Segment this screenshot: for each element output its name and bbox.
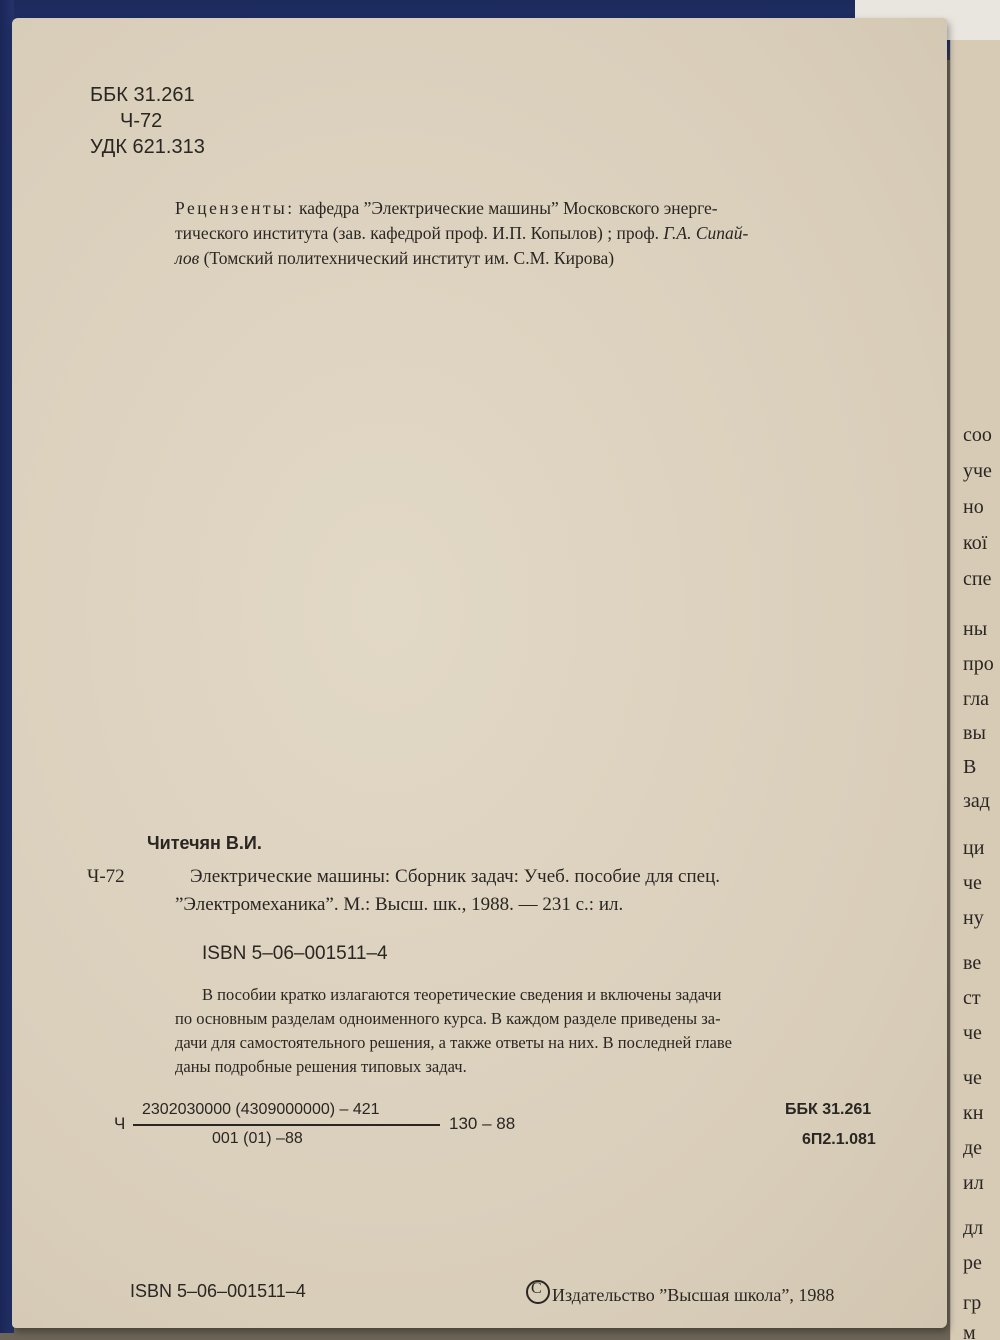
facing-page-fragment: че (963, 872, 982, 894)
footer-copyright: С Издательство ”Высшая школа”, 1988 (526, 1280, 834, 1306)
facing-page-fragment: кої (963, 532, 988, 554)
facing-page-fragment: ны (963, 618, 988, 640)
facing-page-fragment: про (963, 653, 994, 675)
facing-page-fragment: спе (963, 568, 992, 590)
index-code: 6П2.1.081 (802, 1131, 876, 1148)
abstract-line-4: даны подробные решения типовых задач. (175, 1057, 467, 1076)
facing-page-fragment: кн (963, 1102, 984, 1124)
facing-page-fragment: гла (963, 688, 990, 710)
facing-page-fragment: дл (963, 1217, 984, 1239)
index-suffix: 130 – 88 (449, 1114, 516, 1133)
reviewers-line-2: тического института (зав. кафедрой проф. И.П. Копылов) ; проф. Г.А. Сипай- (175, 223, 749, 243)
index-numerator: 2302030000 (4309000000) – 421 (142, 1101, 380, 1118)
facing-page-fragment: м (963, 1322, 976, 1340)
footer-isbn: ISBN 5–06–001511–4 (130, 1281, 306, 1301)
facing-page-fragment: че (963, 1022, 982, 1044)
reviewer-name: Г.А. Сипай- (663, 223, 749, 243)
udk-code: УДК 621.313 (90, 136, 205, 158)
facing-page-fragment: но (963, 496, 984, 518)
reviewers-label: Рецензенты: (175, 198, 295, 218)
facing-page-fragment: ци (963, 837, 985, 859)
facing-page (950, 40, 1000, 1340)
reviewers-line-1: Рецензенты: кафедра ”Электрические машины” Московского энерге- (175, 198, 718, 218)
bbk-code: ББК 31.261 (90, 84, 195, 106)
facing-page-fragment: ну (963, 907, 984, 929)
abstract-line-2: по основным разделам одноименного курса. В каждом разделе приведены за- (175, 1009, 721, 1028)
catalog-code: Ч-72 (120, 110, 163, 132)
facing-page-fragment: В (963, 756, 977, 778)
facing-page-fragment: че (963, 1067, 982, 1089)
author: Читечян В.И. (147, 833, 262, 853)
title-line-1: Электрические машины: Сборник задач: Учеб. пособие для спец. (190, 866, 720, 887)
facing-page-fragment: вы (963, 722, 986, 744)
copyright-icon (526, 1280, 550, 1304)
facing-page-fragment: coo (963, 424, 992, 446)
facing-page-fragment: ре (963, 1252, 982, 1274)
facing-page-fragment: ил (963, 1172, 984, 1194)
abstract-line-1: В пособии кратко излагаются теоретические сведения и включены задачи (202, 985, 722, 1004)
facing-page-fragment: гр (963, 1292, 982, 1314)
index-letter: Ч (114, 1114, 126, 1133)
index-denominator: 001 (01) –88 (212, 1130, 303, 1147)
index-fraction-line (133, 1124, 440, 1126)
reviewers-line-3: лов (Томский политехнический институт им. С.М. Кирова) (175, 248, 615, 268)
facing-page-fragment: ст (963, 987, 981, 1009)
index-bbk: ББК 31.261 (785, 1101, 872, 1118)
facing-page-fragment: ве (963, 952, 982, 974)
facing-page-fragment: уче (963, 460, 992, 482)
facing-page-fragment: де (963, 1137, 983, 1159)
facing-page-fragment: зад (963, 790, 990, 812)
title-line-2: ”Электромеханика”. М.: Высш. шк., 1988. — 231 с.: ил. (175, 894, 624, 915)
isbn-entry: ISBN 5–06–001511–4 (202, 943, 388, 964)
entry-code: Ч-72 (87, 866, 125, 887)
abstract-line-3: дачи для самостоятельного решения, а также ответы на них. В последней главе (175, 1033, 732, 1052)
book-page (12, 18, 947, 1328)
